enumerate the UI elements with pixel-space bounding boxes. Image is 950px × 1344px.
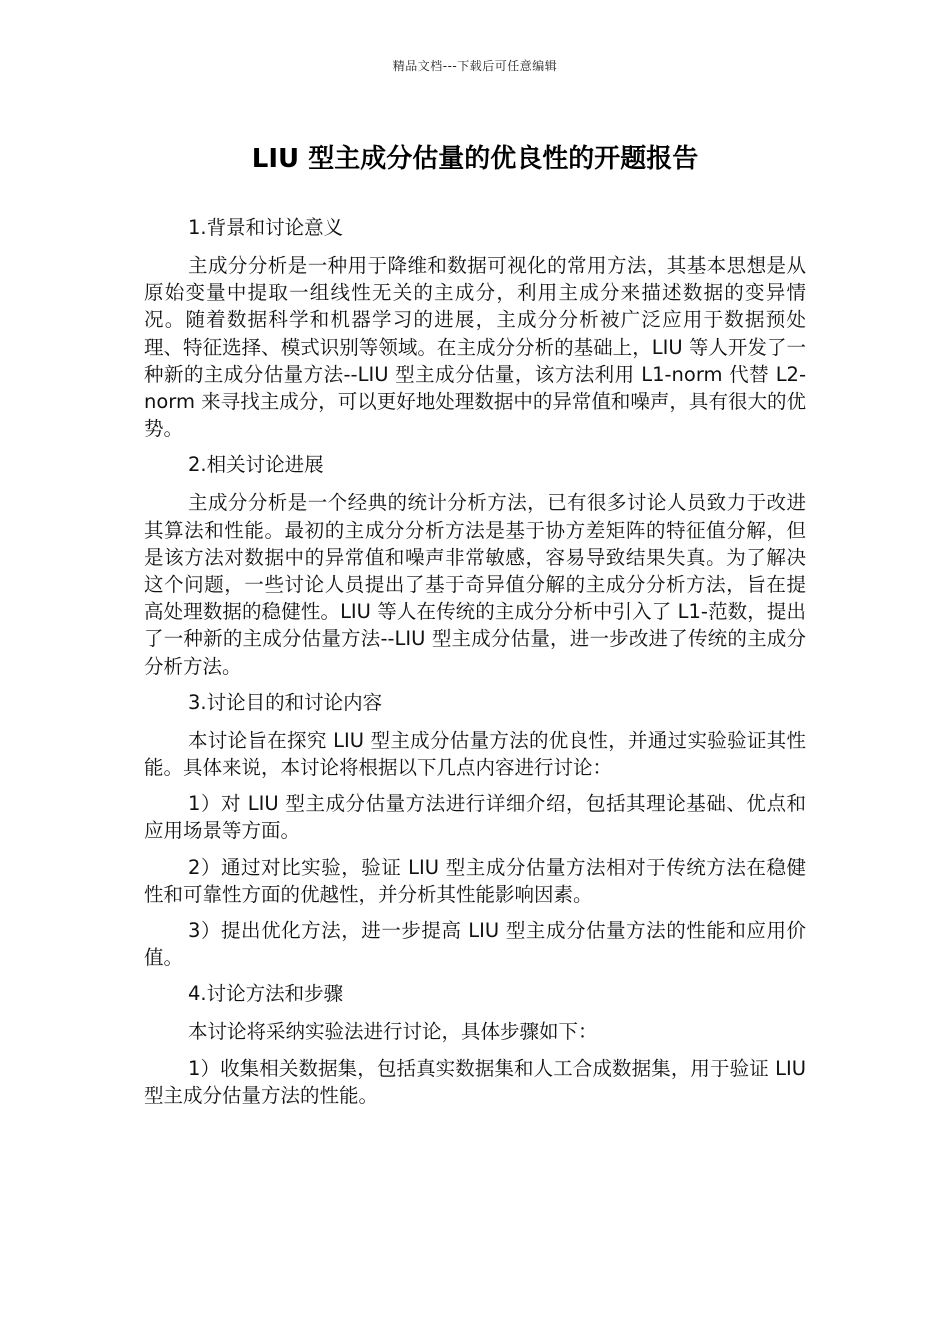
header-note: 精品文档---下载后可任意编辑 xyxy=(392,59,558,73)
document-title: LIU 型主成分估量的优良性的开题报告 xyxy=(251,144,699,174)
section-heading: 2.相关讨论进展 xyxy=(188,453,324,477)
section-background xyxy=(144,214,806,442)
document-body xyxy=(144,214,806,1118)
list-item: 1）对 LIU 型主成分估量方法进行详细介绍，包括其理论基础、优点和应用场景等方面。 xyxy=(144,792,806,843)
list-item: 3）提出优化方法，进一步提高 LIU 型主成分估量方法的性能和应用价值。 xyxy=(144,919,806,970)
paragraph: 主成分分析是一种用于降维和数据可视化的常用方法，其基本思想是从原始变量中提取一组线性无关的主成分，利用主成分来描述数据的变异情况。随着数据科学和机器学习的进展，主成分分析被广泛应用于数据预处理、特征选择、模式识别等领域。在主成分分析的基础上，LIU 等人开发了一种新的主成分估量方法--LIU 型主成分估量，该方法利用 L1-norm 代替 L2-norm 来寻找主成分，可以更好地处理数据中的异常值和噪声，具有很大的优势。 xyxy=(144,254,806,441)
section-objectives xyxy=(144,689,806,972)
paragraph: 本讨论旨在探究 LIU 型主成分估量方法的优良性，并通过实验验证其性能。具体来说，本讨论将根据以下几点内容进行讨论： xyxy=(144,728,806,780)
section-methods xyxy=(144,980,806,1109)
section-heading: 3.讨论目的和讨论内容 xyxy=(188,690,383,714)
list-item: 2）通过对比实验，验证 LIU 型主成分估量方法相对于传统方法在稳健性和可靠性方面的优越性，并分析其性能影响因素。 xyxy=(144,855,806,906)
section-heading: 1.背景和讨论意义 xyxy=(188,216,344,239)
paragraph: 主成分分析是一个经典的统计分析方法，已有很多讨论人员致力于改进其算法和性能。最初的主成分分析方法是基于协方差矩阵的特征值分解，但是该方法对数据中的异常值和噪声非常敏感，容易导致结果失真。为了解决这个问题，一些讨论人员提出了基于奇异值分解的主成分分析方法，旨在提高处理数据的稳健性。LIU 等人在传统的主成分分析中引入了 L1-范数，提出了一种新的主成分估量方法--LIU 型主成分估量，进一步改进了传统的主成分分析方法。 xyxy=(144,491,806,678)
section-heading: 4.讨论方法和步骤 xyxy=(188,982,344,1006)
list-item: 1）收集相关数据集，包括真实数据集和人工合成数据集，用于验证 LIU 型主成分估量方法的性能。 xyxy=(144,1056,806,1107)
paragraph: 本讨论将采纳实验法进行讨论，具体步骤如下： xyxy=(188,1020,598,1044)
section-related-progress xyxy=(144,451,806,679)
